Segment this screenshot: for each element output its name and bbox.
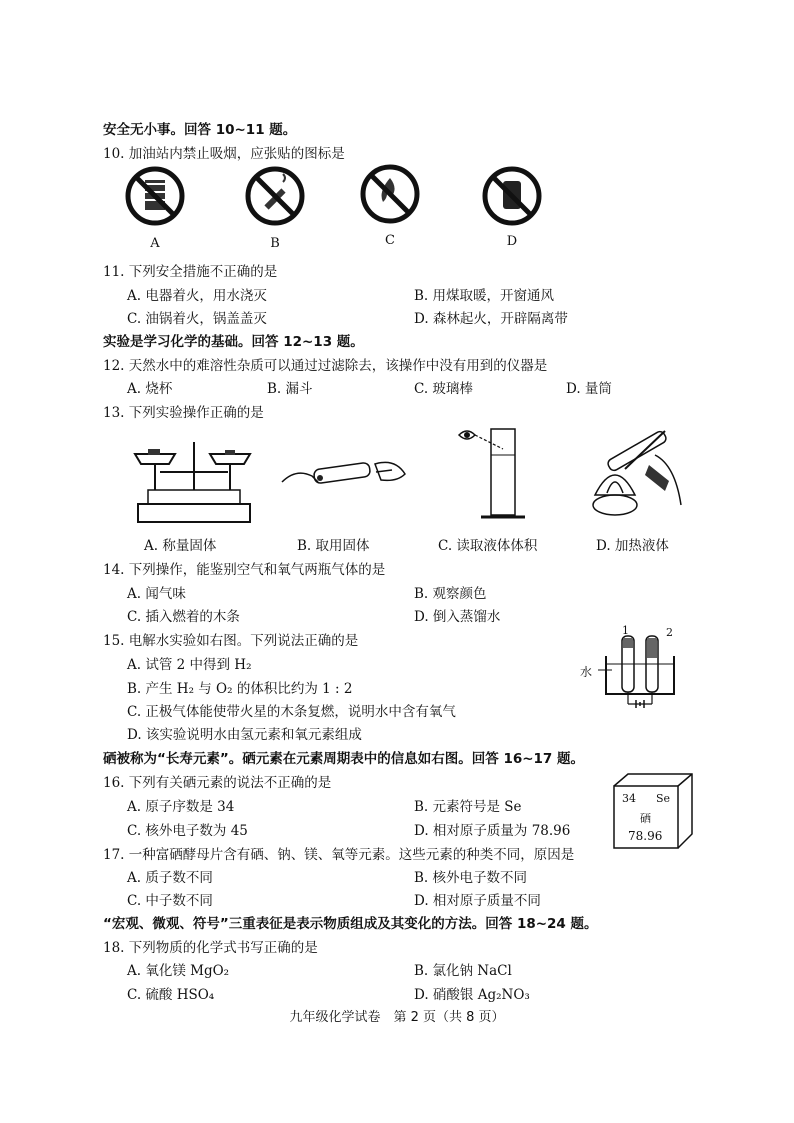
graduated-cylinder-figure [455, 425, 535, 530]
no-fireworks-sign-icon [125, 166, 185, 226]
q15-option-a: A. 试管 2 中得到 H₂ [127, 657, 252, 673]
question-13-stem: 13. 下列实验操作正确的是 [103, 405, 264, 421]
q14-option-b: B. 观察颜色 [414, 586, 487, 602]
q16-option-c: C. 核外电子数为 45 [127, 823, 248, 839]
q15-option-b: B. 产生 H₂ 与 O₂ 的体积比约为 1 : 2 [127, 681, 353, 697]
section-heading-4: “宏观、微观、符号”三重表征是表示物质组成及其变化的方法。回答 18~24 题。 [103, 916, 598, 932]
question-14-stem: 14. 下列操作，能鉴别空气和氧气两瓶气体的是 [103, 562, 386, 578]
atomic-mass: 78.96 [628, 829, 663, 843]
question-12-stem: 12. 天然水中的难溶性杂质可以通过过滤除去，该操作中没有用到的仪器是 [103, 358, 548, 374]
q14-option-a: A. 闻气味 [127, 586, 186, 602]
section-heading-1: 安全无小事。回答 10~11 题。 [103, 122, 297, 138]
element-name: 硒 [640, 812, 651, 825]
q10-label-b: B [270, 236, 280, 251]
q15-option-d: D. 该实验说明水由氢元素和氧元素组成 [127, 727, 362, 743]
q12-option-d: D. 量筒 [566, 381, 612, 397]
question-15-stem: 15. 电解水实验如右图。下列说法正确的是 [103, 633, 359, 649]
q18-option-a: A. 氧化镁 MgO₂ [127, 963, 230, 979]
q11-option-d: D. 森林起火，开辟隔离带 [414, 311, 568, 327]
question-10-stem: 10. 加油站内禁止吸烟，应张贴的图标是 [103, 146, 345, 162]
q18-option-c: C. 硫酸 HSO₄ [127, 987, 215, 1003]
solid-in-test-tube-figure [280, 452, 410, 502]
section-heading-3: 硒被称为“长寿元素”。硒元素在元素周期表中的信息如右图。回答 16~17 题。 [103, 751, 585, 767]
q12-option-b: B. 漏斗 [267, 381, 313, 397]
q12-option-c: C. 玻璃棒 [414, 381, 473, 397]
q16-option-a: A. 原子序数是 34 [127, 799, 235, 815]
q18-option-d: D. 硝酸银 Ag₂NO₃ [414, 987, 530, 1003]
q13-option-d: D. 加热液体 [596, 538, 669, 554]
question-11-stem: 11. 下列安全措施不正确的是 [103, 264, 278, 280]
q14-option-c: C. 插入燃着的木条 [127, 609, 240, 625]
heating-liquid-figure [585, 425, 695, 530]
q10-label-d: D [506, 234, 518, 249]
balance-scale-figure [130, 432, 260, 527]
question-18-stem: 18. 下列物质的化学式书写正确的是 [103, 940, 318, 956]
question-16-stem: 16. 下列有关硒元素的说法不正确的是 [103, 775, 332, 791]
q11-option-c: C. 油锅着火，锅盖盖灭 [127, 311, 267, 327]
q10-label-c: C [385, 233, 395, 248]
q12-option-a: A. 烧杯 [127, 381, 173, 397]
atomic-number: 34 [622, 792, 636, 805]
q18-option-b: B. 氯化钠 NaCl [414, 963, 512, 979]
tube-1-label: 1 [622, 624, 629, 637]
selenium-element-card [612, 772, 696, 850]
electrolysis-figure [578, 624, 688, 714]
q17-option-a: A. 质子数不同 [127, 870, 213, 886]
q17-option-c: C. 中子数不同 [127, 893, 213, 909]
q13-option-a: A. 称量固体 [144, 538, 217, 554]
element-symbol: Se [656, 792, 671, 805]
q14-option-d: D. 倒入蒸馏水 [414, 609, 501, 625]
tube-2-label: 2 [666, 626, 673, 639]
q17-option-b: B. 核外电子数不同 [414, 870, 528, 886]
q11-option-a: A. 电器着火，用水浇灭 [127, 288, 267, 304]
water-label: 水 [580, 665, 593, 679]
q13-option-b: B. 取用固体 [297, 538, 370, 554]
page-footer: 九年级化学试卷 第 2 页（共 8 页） [289, 1010, 505, 1025]
q13-option-c: C. 读取液体体积 [438, 538, 538, 554]
no-smoking-sign-icon [245, 166, 305, 226]
q15-option-c: C. 正极气体能使带火星的木条复燃，说明水中含有氧气 [127, 704, 456, 720]
no-open-flame-sign-icon [360, 164, 420, 224]
section-heading-2: 实验是学习化学的基础。回答 12~13 题。 [103, 334, 364, 350]
q16-option-b: B. 元素符号是 Se [414, 799, 522, 815]
q10-label-a: A [150, 236, 160, 251]
question-17-stem: 17. 一种富硒酵母片含有硒、钠、镁、氧等元素。这些元素的种类不同，原因是 [103, 847, 575, 863]
no-storage-sign-icon [482, 166, 542, 226]
q11-option-b: B. 用煤取暖，开窗通风 [414, 288, 555, 304]
q17-option-d: D. 相对原子质量不同 [414, 893, 541, 909]
q16-option-d: D. 相对原子质量为 78.96 [414, 823, 571, 839]
